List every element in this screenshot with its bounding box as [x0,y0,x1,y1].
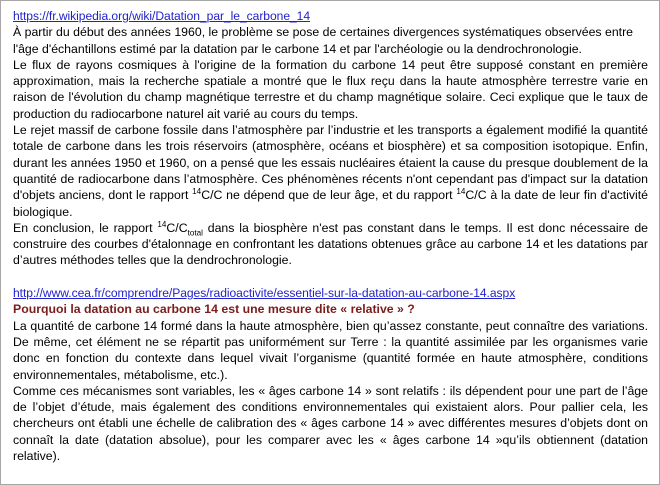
isotope-ratio-total [157,219,203,238]
paragraph-wikipedia-3-part1: Le rejet massif de carbone fossile dans l’atmosphère par l’industrie et les transports a également modifié la quantité totale de carbone dans les trois réservoirs (atmosphère, océans et biosphère) et sa composition isotopique. Enfin, durant les années 1950 et 1960, on a pensé que les essais nucléaires étaient la cause du presque doublement de la quantité de radiocarbone dans l’atmosphère. Ces phénomènes récents n'ont cependant pas d'impact sur la datation d'objets anciens, dont le rapport [13,123,648,203]
isotope-subscript-total: total [187,228,203,238]
paragraph-wikipedia-3 [13,122,648,220]
isotope-body-a: C/C [201,188,223,203]
paragraph-cea-1: La quantité de carbone 14 formé dans la haute atmosphère, bien qu’assez constante, peut connaître des variations. De même, cet élément ne se répartit pas uniformément sur Terre : la quantité assimilée par les organismes varie donc en fonction du contexte dans lequel vivait l’organisme (quantité formée en haute atmosphère, conditions environnementales, métabolisme, etc.). [13,318,648,382]
paragraph-wikipedia-1: À partir du début des années 1960, le problème se pose de certaines divergences systématiques observées entre l'âge d'échantillons estimé par la datation par le carbone 14 et par l'archéologie ou la dendrochronologie. [13,25,634,56]
paragraph-wikipedia-3-part2: ne dépend que de leur âge, et du rapport [222,188,457,203]
paragraph-wikipedia-4-part2: dans la biosphère n'est pas constant dans le temps. Il est donc nécessaire de construire des courbes d'étalonnage en confrontant les datations obtenues grâce au carbone 14 et les datations par d’autres méthodes telles que la dendrochronologie. [13,220,649,268]
source-link-wikipedia[interactable]: https://fr.wikipedia.org/wiki/Datation_par_le_carbone_14 [13,9,311,23]
paragraph-wikipedia-2: Le flux de rayons cosmiques à l'origine de la formation du carbone 14 peut être supposé constant en première approximation, mais la recherche spatiale a montré que le flux reçu dans la haute atmosphère terrestre varie en raison de l'évolution du champ magnétique terrestre et du champ magnétique solaire. Ceci explique que le taux de production du radiocarbone naturel ait varié au cours du temps. [13,57,648,121]
isotope-superscript-14-c: 14 [157,219,167,229]
isotope-ratio-1 [192,188,222,202]
isotope-superscript-14-b: 14 [456,187,466,197]
document-body [13,8,648,464]
source-link-cea[interactable]: http://www.cea.fr/comprendre/Pages/radioactivite/essentiel-sur-la-datation-au-carbone-14.aspx [13,286,516,301]
paragraph-wikipedia-3-part3: à la date de leur fin d'activité biologique. [13,188,648,219]
isotope-body-c: C/C [166,220,188,235]
paragraph-wikipedia-4 [13,220,648,269]
paragraph-cea-2: Comme ces mécanismes sont variables, les « âges carbone 14 » sont relatifs : ils dépendent pour une part de l’âge de l’objet d’étude, mais également des conditions environnementales qui existaient alors. Pour pallier cela, les chercheurs ont établi une échelle de calibration des « âges carbone 14 » avec différentes mesures d’objets dont on connaît la date (datation absolue), pour les comparer avec les « âges carbone 14 »qu’ils obtiennent (datation relative). [13,383,648,464]
paragraph-wikipedia-4-part1: En conclusion, le rapport [13,220,158,235]
isotope-body-b: C/C [465,188,487,203]
isotope-superscript-14-a: 14 [192,187,202,197]
section-heading-relative-dating: Pourquoi la datation au carbone 14 est une mesure dite « relative » ? [13,302,415,317]
isotope-ratio-2 [456,188,486,202]
section-spacer [13,269,648,285]
